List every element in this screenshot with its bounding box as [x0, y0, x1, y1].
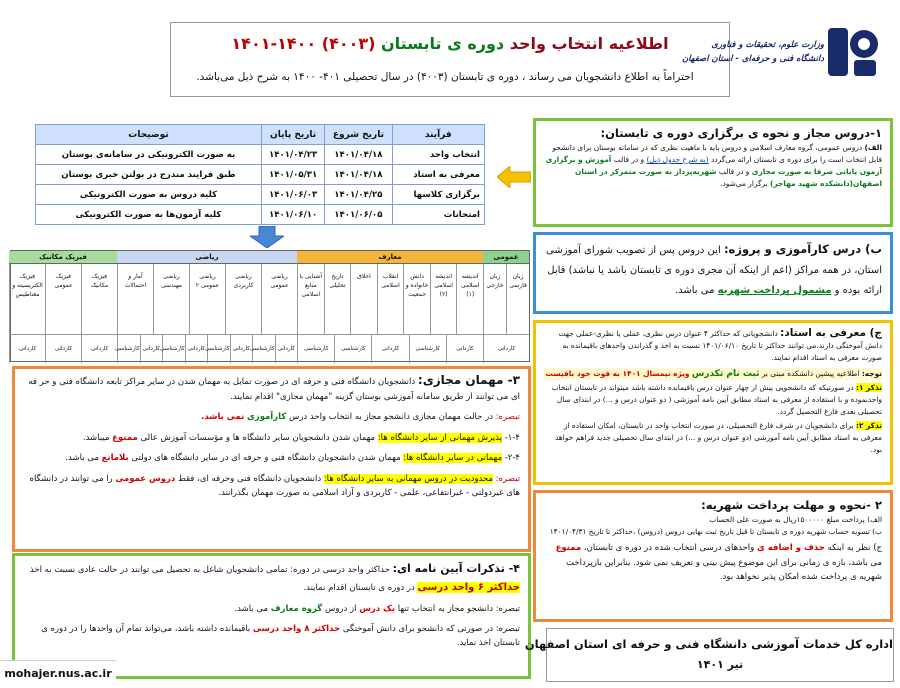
course-name: فیزیک عمومی [45, 264, 81, 334]
course-level: کارشناسی [207, 334, 230, 363]
section-2-b: ب) تسویه حساب شهریه دوره ی تابستان تا قبل تاریخ ثبت نهایی دروس (دروس) ،حداکثر تا تاریخ ۱۴۰۱/۰۴/۳۱ [549, 527, 882, 536]
section-c-tazakor-2: تذکر ۲: برای دانشجویان در شرف فارغ التحصیلی، در صورت انتخاب واحد در تابستان، امکان استفاده از معرفی به استاد مطابق آیین نامه آموزشی (دو عنوان درس و ...) در ابتدای سال تحصیلی جدید فراهم خواهد بود. [554, 421, 882, 454]
table-cell: معرفی به استاد [392, 165, 485, 185]
section-tuition-payment [533, 490, 893, 622]
course-grid [10, 250, 530, 362]
course-level: کارشناسی [252, 334, 275, 363]
table-cell: ۱۴۰۱/۰۴/۲۳ [261, 145, 324, 165]
section-4-tabsare-1: تبصره: دانشجو مجاز به انتخاب تنها یک درس از دروس گروه معارف می باشد. [234, 604, 520, 614]
course-level: کاردانی [9, 334, 45, 363]
course-group [483, 251, 529, 363]
course-level: کاردانی [185, 334, 208, 363]
course-name: ریاضی عمومی ۲ [189, 264, 225, 334]
table-cell: ۱۴۰۱/۰۶/۰۵ [325, 205, 392, 225]
course-name: زبان خارجی [483, 264, 506, 334]
course-name: اندیشه اسلامی (۲) [430, 264, 457, 334]
col-header: توضیحات [36, 125, 262, 145]
section-4-intro: ۴- تذکرات آیین نامه ای: حداکثر واحد درسی در دوره: تمامی دانشجویان شاغل به تحصیل می توانند در حالت عادی نسبت به اخذ حداکثر ۶ واحد درسی در دوره ی تابستان اقدام نمایند. [29, 562, 520, 593]
section-b-body: ب) درس کارآموزی و پروژه: این دروس پس از تصویب شورای آموزشی استان، در همه مراکز (اعم از اینکه آن مجری دوره ی تابستان باشد یا نباشد) قابل ارائه بوده و مشمول پرداخت شهریه می باشد. [545, 242, 882, 296]
section-3-tabsare-1: تبصره: در حالت مهمان مجازی دانشجو مجاز به انتخاب واحد درس کارآموزی نمی باشد. [200, 412, 520, 422]
schedule-table [35, 124, 485, 225]
table-row [36, 165, 485, 185]
section-c-tazakor-1: تذکر ۱: در صورتیکه که دانشجویی بیش از چهار عنوان درس باقیمانده داشته باشد میتواند در تابستان انتخاب واحدنموده و با استفاده از معرفی به استاد مطابق آیین نامه آموزشی ( دو عنوان درس و ...) در ابتدای سال تحصیلی بعدی فارغ التحصیل گردد. [551, 383, 882, 416]
course-level: کارشناسی [162, 334, 185, 363]
course-name: فیزیک مکانیک [81, 264, 117, 334]
footer-date: تیر ۱۴۰۱ [696, 658, 744, 671]
course-name: آشنایی با منابع اسلامی [297, 264, 324, 334]
section-2-c: ج) نظر به اینکه حذف و اضافه ی واحدهای درسی انتخاب شده در دوره ی تابستان، ممنوع می باشد، بازه ی زمانی برای این موضوع پیش بینی و تعریف نمی شود. بنابراین بازپرداخت شهریه ی پرداخت شده امکان پذیر نخواهد بود. [555, 543, 882, 582]
intro-text: احتراماً به اطلاع دانشجویان می رساند ، دوره ی تابستان (۴۰۰۳) در سال تحصیلی ۴۰۱- ۱۴۰۰ به شرح ذیل می‌باشد. [196, 71, 694, 83]
course-level: کاردانی [446, 334, 483, 363]
course-group [9, 251, 117, 363]
course-group-header: فیزیک مکانیک [9, 251, 117, 264]
col-header: تاریخ پایان [261, 125, 324, 145]
course-level: کارشناسی [117, 334, 140, 363]
table-cell: ۱۴۰۱/۰۴/۲۵ [325, 185, 392, 205]
col-header: فرآیند [392, 125, 485, 145]
table-cell: کلیه آزمون‌ها به صورت الکترونیکی [36, 205, 262, 225]
table-cell: به صورت الکترونیکی در سامانه‌ی بوستان [36, 145, 262, 165]
footer-signature [524, 628, 894, 682]
schedule-header-row [36, 125, 485, 145]
announcement-header [170, 22, 730, 97]
col-header: تاریخ شروع [325, 125, 392, 145]
table-cell: برگزاری کلاسها [392, 185, 485, 205]
section-introduce-to-professor [533, 320, 893, 485]
footer-office: اداره کل خدمات آموزشی دانشگاه فنی و حرفه ای استان اصفهان [524, 637, 893, 651]
section-2-a: الف) پرداخت مبلغ ۱۵۰۰۰۰۰ریال به صورت علی الحساب [709, 515, 882, 524]
arrow-left-icon [497, 166, 531, 188]
course-level: کاردانی [140, 334, 163, 363]
course-name: آمار و احتمالات [117, 264, 153, 334]
section-3-point-2: ۲-۴- مهمانی در سایر دانشگاه ها: مهمان شدن دانشجویان دانشگاه فنی و حرفه ای در سایر دانشگاه های دولتی بلامانع می باشد. [65, 453, 520, 463]
university-logo [681, 18, 888, 90]
course-level: کاردانی [275, 334, 298, 363]
table-cell: امتحانات [392, 205, 485, 225]
section-c-intro: ج) معرفی به استاد: دانشجویانی که حداکثر ۴ عنوان درس نظری، عملی یا نظری-عملی جهت دانش آموختگی دارند،می توانند حداکثر تا تاریخ ۱۴۰۱/۰۶/۱۰ نسبت به اخذ و گذراندن واحدهای باقیمانده به صورت معرفی به استاد اقدام نمایند. [558, 327, 882, 362]
logo-line-1: وزارت علوم، تحقیقات و فناوری [711, 40, 824, 50]
course-name: زبان فارسی [506, 264, 529, 334]
course-group [297, 251, 483, 363]
course-group-header: معارف [297, 251, 483, 264]
section-3-point-1: ۱-۴- پذیرش مهمانی از سایر دانشگاه ها: مهمان شدن دانشجویان سایر دانشگاه ها و مؤسسات آموزش عالی ممنوع میباشد. [82, 432, 520, 443]
course-level: کارشناسی [409, 334, 446, 363]
table-cell: طبق فرایند مندرج در بولتن خبری بوستان [36, 165, 262, 185]
course-level: کاردانی [230, 334, 253, 363]
section-2-title: ۲ -نحوه و مهلت پرداخت شهریه: [701, 498, 882, 512]
table-cell: ۱۴۰۱/۰۵/۳۱ [261, 165, 324, 185]
table-cell: کلیه دروس به صورت الکترونیکی [36, 185, 262, 205]
course-level: کاردانی [81, 334, 117, 363]
course-name: اخلاق [350, 264, 377, 334]
section-1-title: ۱-دروس مجاز و نحوه ی برگزاری دوره ی تابستان: [600, 126, 882, 140]
table-row [36, 205, 485, 225]
course-name: تاریخ تحلیلی [324, 264, 351, 334]
table-cell: انتخاب واحد [392, 145, 485, 165]
course-name: ریاضی مهندسی [153, 264, 189, 334]
course-name: فیزیک الکتریسیته و مغناطیس [9, 264, 45, 334]
table-row [36, 145, 485, 165]
logo-line-2: دانشگاه فنی و حرفه‌ای - استان اصفهان [681, 54, 824, 64]
table-cell: ۱۴۰۱/۰۴/۱۸ [325, 165, 392, 185]
course-group-header: عمومی [483, 251, 529, 264]
logo-emblem-icon [826, 24, 882, 80]
course-name: انقلاب اسلامی [377, 264, 404, 334]
page-title [181, 33, 719, 55]
course-name: ریاضی کاربردی [225, 264, 261, 334]
course-group [117, 251, 297, 363]
title-part-1: اطلاعیه انتخاب واحد [509, 34, 669, 53]
table-cell: ۱۴۰۱/۰۴/۱۸ [325, 145, 392, 165]
course-level: کارشناسی [297, 334, 334, 363]
course-group-header: ریاضی [117, 251, 297, 264]
course-level: کاردانی [45, 334, 81, 363]
course-level: کارشناسی [334, 334, 371, 363]
course-level: کاردانی [483, 334, 529, 363]
course-level: کاردانی [371, 334, 408, 363]
course-name: دانش خانواده و جمعیت [403, 264, 430, 334]
course-name: ریاضی عمومی [261, 264, 297, 334]
title-part-3: (۴۰۰۳) ۱۴۰۰-۱۴۰۱ [231, 34, 376, 53]
section-internship-project [533, 232, 893, 314]
section-c-note: توجه: اطلاعیه پیشین دانشکده مبنی بر ثبت نام تکدرس ویژه نیمسال ۱۴۰۱ به قوت خود باقیست [545, 369, 882, 379]
section-virtual-guest [12, 366, 531, 552]
section-3-intro: ۳- مهمان مجازی: دانشجویان دانشگاه فنی و حرفه ای در صورت تمایل به مهمان شدن در سایر مراکز تابعه دانشگاه فنی و حر فه ای می توانند از طریق سامانه آموزشی بوستان گزینه "مهمان مجازی" اقدام نمایند. [28, 373, 520, 402]
section-4-tabsare-2: تبصره: در صورتی که دانشجو برای دانش آموختگی حداکثر ۸ واحد درسی باقیمانده داشته باشد، می‌تواند تمام آن واحدها را در دوره ی تابستان اخذ نماید. [41, 623, 520, 648]
section-1-body: الف) دروس عمومی، گروه معارف اسلامی و دروس پایه با ماهیت نظری که در سامانه بوستان برای دانشجو قابل انتخاب است را برای دوره ی تابستان ارائه می‌گردد (به شرح جدول ذیل) و در قالب آموزش و برگزاری آزمون پایانی صرفا به صورت مجازی و در قالب شهریه‌پرداز به صورت متمرکز در استان اصفهان(دانشکده شهید مهاجر) برگزار می‌شود. [545, 143, 882, 188]
table-cell: ۱۴۰۱/۰۶/۰۳ [261, 185, 324, 205]
table-cell: ۱۴۰۱/۰۶/۱۰ [261, 205, 324, 225]
section-allowed-courses [533, 118, 893, 227]
title-part-2: دوره ی تابستان [381, 34, 505, 53]
section-3-tabsare-2: تبصره: محدودیت در دروس مهمانی به سایر دانشگاه ها: دانشجویان دانشگاه فنی وحرفه ای، فقط دروس عمومی را می توانند در دانشگاه های غیردولتی - غیرانتفاعی، علمی - کاربردی و آزاد اسلامی به صورت مهمان بگذرانند. [29, 473, 520, 498]
table-row [36, 185, 485, 205]
website-watermark[interactable]: mohajer.nus.ac.ir [0, 660, 116, 686]
arrow-down-icon [250, 226, 284, 248]
course-name: اندیشه اسلامی (۱) [456, 264, 483, 334]
